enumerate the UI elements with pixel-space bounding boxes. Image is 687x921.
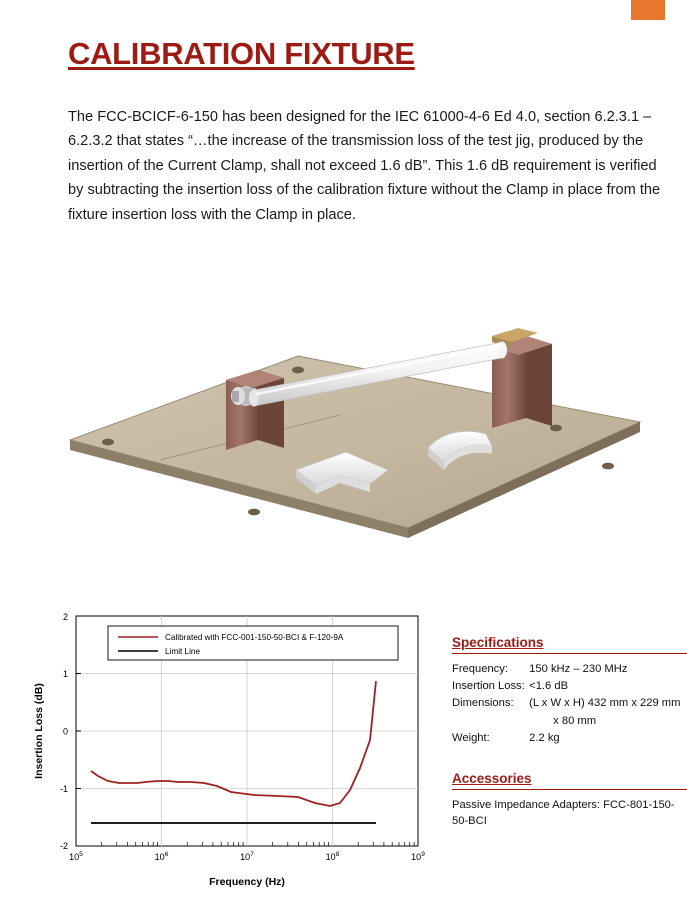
- corner-accent-bar: [631, 0, 665, 20]
- spec-key: Weight:: [452, 731, 490, 744]
- accessories-section: [452, 770, 687, 829]
- spec-key: Frequency:: [452, 663, 508, 675]
- table-row: [452, 661, 687, 678]
- specifications-rule: [452, 653, 687, 654]
- svg-text:Frequency (Hz): Frequency (Hz): [209, 876, 285, 888]
- spec-key: [452, 713, 529, 730]
- insertion-loss-chart: [18, 600, 448, 900]
- specifications-table: [452, 661, 687, 747]
- svg-text:108: $10^8$: [325, 851, 340, 862]
- svg-text:106: $10^6$: [154, 851, 169, 862]
- spec-value: 2.2 kg: [529, 731, 560, 744]
- spec-value: <1.6 dB: [529, 680, 569, 693]
- accessories-rule: [452, 789, 687, 790]
- svg-text:2: 2: [62, 612, 68, 622]
- svg-text:Insertion Loss (dB): Insertion Loss (dB): [33, 683, 45, 779]
- specifications-heading: Specifications: [452, 635, 544, 650]
- table-row: [452, 730, 687, 747]
- accessories-heading: Accessories: [452, 771, 532, 786]
- svg-text:Calibrated with FCC-001-150-50: Calibrated with FCC-001-150-50-BCI & F-120-9A: [165, 633, 344, 642]
- page-title: CALIBRATION FIXTURE: [68, 36, 415, 71]
- table-row: [452, 713, 687, 730]
- left-post: [226, 370, 284, 450]
- spec-key: Insertion Loss:: [452, 680, 525, 693]
- svg-text:0: 0: [62, 726, 68, 737]
- svg-text:-2: -2: [59, 841, 68, 851]
- product-illustration: [40, 270, 660, 540]
- specifications-section: [452, 634, 687, 747]
- svg-text:Limit Line: Limit Line: [165, 647, 201, 656]
- table-row: [452, 678, 687, 695]
- spec-key: Dimensions:: [452, 697, 514, 710]
- accessories-text: Passive Impedance Adapters: FCC-801-150-50-BCI: [452, 799, 675, 828]
- svg-text:105: $10^5$: [69, 851, 83, 862]
- svg-text:107: $10^7$: [240, 851, 254, 862]
- table-row: [452, 695, 687, 712]
- corner-accent-mask: [665, 0, 687, 14]
- svg-text:109: $10^9$: [411, 851, 425, 862]
- spec-value: x 80 mm: [553, 714, 597, 727]
- spec-value: (L x W x H) 432 mm x 229 mm: [529, 697, 681, 710]
- svg-text:1: 1: [62, 669, 68, 679]
- intro-paragraph: The FCC-BCICF-6-150 has been designed for the IEC 61000-4-6 Ed 4.0, section 6.2.3.1 – 6.2.3.2 that states “…the increase of the transmission loss of the test jig, produced by the insertion of the Current Clamp, shall not exceed 1.6 dB”. This 1.6 dB requirement is verified by subtracting the insertion loss of the calibration fixture without the Clamp in place from the fixture insertion loss with the Clamp in place.: [68, 108, 661, 223]
- spec-value: 150 kHz – 230 MHz: [529, 663, 628, 675]
- chart-legend: [108, 626, 398, 660]
- svg-text:-1: -1: [59, 784, 68, 794]
